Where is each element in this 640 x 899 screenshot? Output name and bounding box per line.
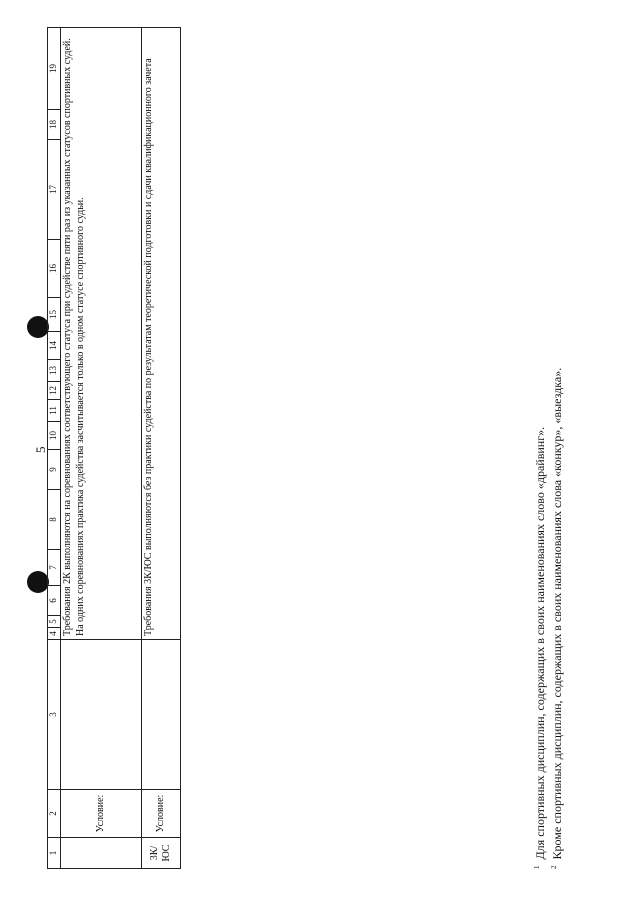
condition-label: Условие: — [61, 790, 142, 838]
header-cell: 2 — [48, 790, 61, 838]
header-cell: 19 — [48, 28, 61, 110]
header-cell: 18 — [48, 110, 61, 140]
footnote-text: Для спортивных дисциплин, содержащих в своих наименованиях слово «драйвинг». — [533, 426, 547, 860]
footnote — [549, 29, 566, 869]
condition-text: Требования 2К выполняются на соревнованиях соответствующего статуса при судействе пяти раз из указанных статусов спортивных судей. На одних соревнованиях практика судейства засчитывается только в одном статусе спортивного судьи. — [61, 28, 142, 640]
header-cell: 12 — [48, 382, 61, 400]
header-cell: 9 — [48, 450, 61, 490]
category-cell — [61, 838, 142, 869]
header-cell: 14 — [48, 332, 61, 360]
header-cell: 7 — [48, 550, 61, 586]
condition-label: Условие: — [142, 790, 181, 838]
header-cell: 10 — [48, 422, 61, 450]
qualification-table — [47, 27, 181, 869]
punch-hole-left — [27, 571, 49, 593]
header-cell: 11 — [48, 400, 61, 422]
header-cell: 8 — [48, 490, 61, 550]
header-cell: 3 — [48, 640, 61, 790]
table-row — [61, 28, 142, 869]
page-number: 5 — [33, 446, 48, 453]
header-cell: 4 — [48, 628, 61, 640]
footnote-mark: 1 — [533, 865, 541, 869]
header-cell: 6 — [48, 586, 61, 616]
punch-hole-right — [27, 316, 49, 338]
header-cell: 15 — [48, 298, 61, 332]
condition-text: Требования 3К/ЮС выполняются без практики судейства по результатам теоретической подготовки и сдачи квалификационного зачета — [142, 28, 181, 640]
footnote-text: Кроме спортивных дисциплин, содержащих в своих наименованиях слова «конкур», «выездка». — [549, 367, 564, 860]
header-row — [48, 28, 61, 869]
header-cell: 5 — [48, 616, 61, 628]
header-cell: 17 — [48, 140, 61, 240]
header-cell: 13 — [48, 360, 61, 382]
header-cell: 16 — [48, 240, 61, 298]
footnote — [532, 29, 549, 869]
table-row — [142, 28, 181, 869]
footnotes — [532, 29, 566, 869]
category-cell: 3К/ЮС — [142, 838, 181, 869]
header-cell: 1 — [48, 838, 61, 869]
footnote-mark: 2 — [549, 865, 558, 869]
